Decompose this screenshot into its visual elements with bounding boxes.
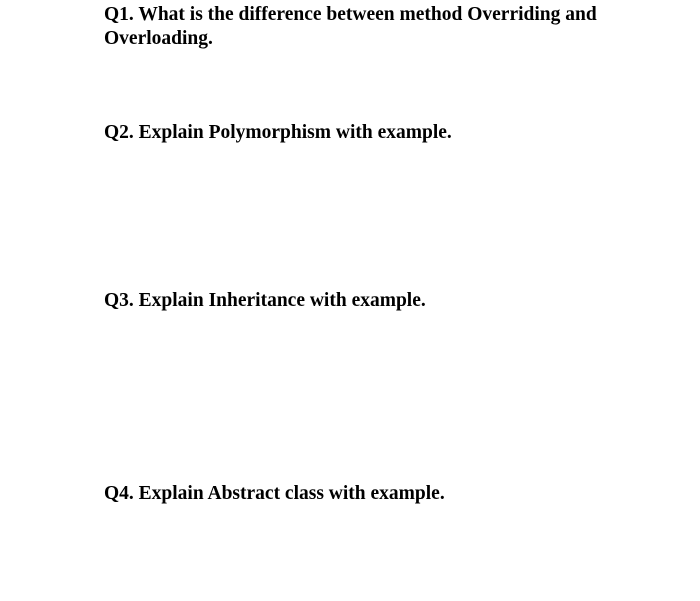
- question-1: Q1. What is the difference between method Overriding and Overloading.: [104, 4, 597, 49]
- question-4: Q4. Explain Abstract class with example.: [104, 483, 445, 504]
- question-2: Q2. Explain Polymorphism with example.: [104, 122, 452, 143]
- question-3: Q3. Explain Inheritance with example.: [104, 290, 426, 311]
